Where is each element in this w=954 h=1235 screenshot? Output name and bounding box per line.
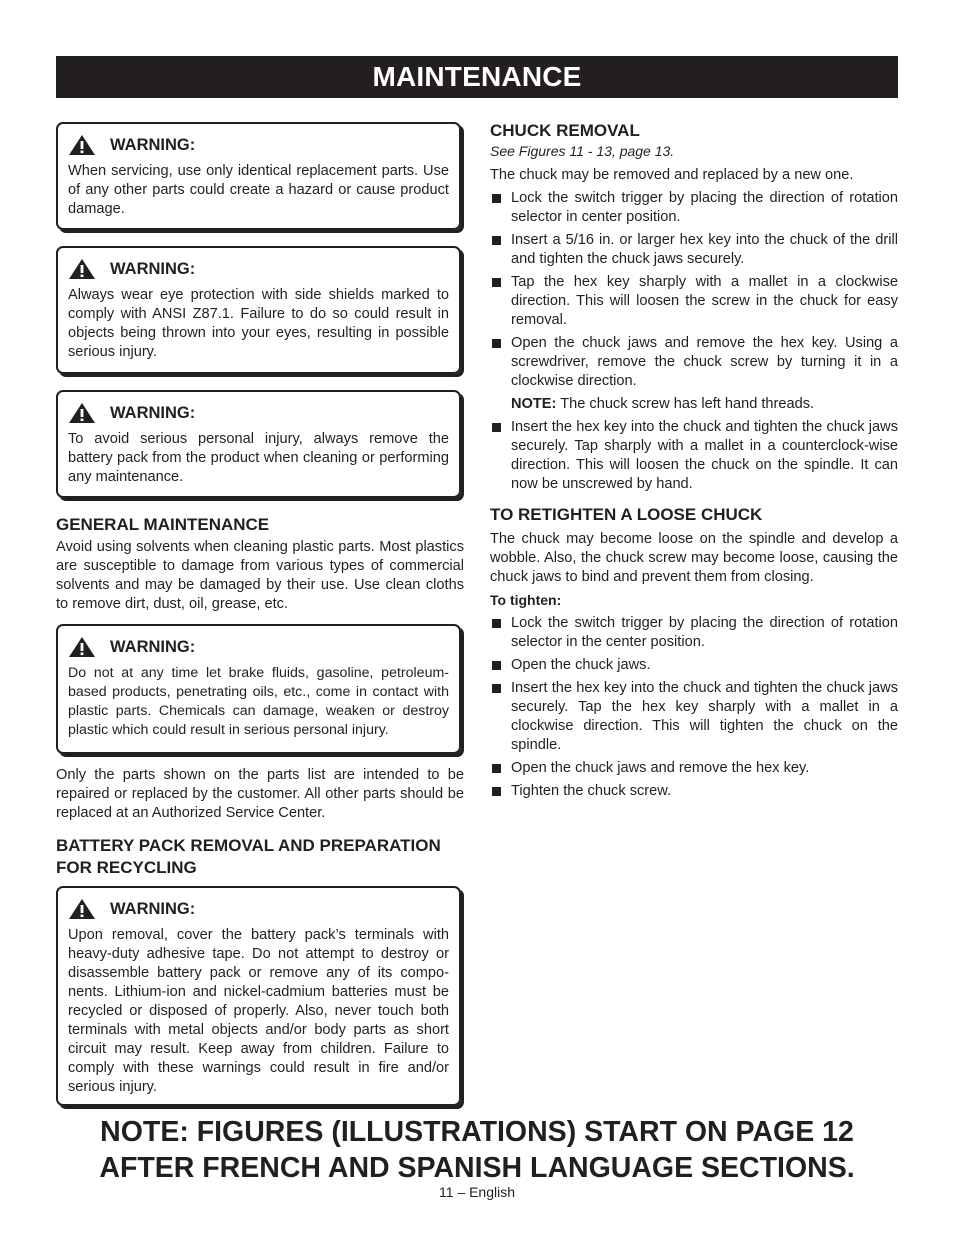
- bullet-square-icon: [492, 423, 501, 432]
- warning-text: Upon removal, cover the battery pack’s terminals with heavy-duty adhesive tape. Do not attempt to destroy or disassemble battery pack or remove any of its compo-nents. Lithium-ion and nickel-cadmium batteries must be recycled or disposed of properly. Also, never touch both terminals with metal objects and/or body parts as short circuit may result. Keep away from children. Failure to comply with these warnings could result in fire and/or serious injury.: [68, 927, 449, 1095]
- general-maintenance-heading: GENERAL MAINTENANCE: [56, 515, 270, 534]
- warning-box-battery-recycling: [56, 886, 461, 1106]
- chuck-removal-intro: The chuck may be removed and replaced by a new one.: [490, 167, 854, 183]
- figures-note-line-1: NOTE: FIGURES (ILLUSTRATIONS) START ON PAGE 12: [100, 1116, 854, 1148]
- warning-box-remove-battery: [56, 390, 461, 498]
- warning-box-eye-protection: [56, 246, 461, 374]
- warning-triangle-icon: [68, 402, 96, 424]
- warning-header: [68, 898, 449, 920]
- list-item: Open the chuck jaws and remove the hex key. Using a screwdriver, remove the chuck screw by turning it in a clockwise direction.: [490, 334, 898, 391]
- general-maintenance-text: Avoid using solvents when cleaning plastic parts. Most plastics are susceptible to damage from various types of commercial solvents and may be damaged by their use. Use clean cloths to remove dirt, dust, oil, grease, etc.: [56, 539, 464, 612]
- retighten-heading: TO RETIGHTEN A LOOSE CHUCK: [490, 505, 763, 524]
- figures-note-line-2: AFTER FRENCH AND SPANISH LANGUAGE SECTIONS.: [99, 1152, 855, 1184]
- warning-text: Always wear eye protection with side shields marked to comply with ANSI Z87.1. Failure to do so could result in objects being thrown into your eyes, resulting in possible serious injury.: [68, 287, 449, 360]
- chuck-removal-steps: [490, 189, 898, 391]
- left-column: [56, 122, 464, 1122]
- warning-title: WARNING:: [110, 637, 196, 656]
- warning-triangle-icon: [68, 134, 96, 156]
- warning-box-replacement-parts: [56, 122, 461, 230]
- list-item: Open the chuck jaws and remove the hex key.: [490, 759, 898, 778]
- list-item: Lock the switch trigger by placing the direction of rotation selector in the center position.: [490, 614, 898, 652]
- warning-title: WARNING:: [110, 403, 196, 422]
- bullet-square-icon: [492, 339, 501, 348]
- warning-text: When servicing, use only identical replacement parts. Use of any other parts could create a hazard or cause product damage.: [68, 163, 449, 217]
- retighten-intro: The chuck may become loose on the spindle and develop a wobble. Also, the chuck screw may become loose, causing the chuck jaws to bind and prevent them from closing.: [490, 531, 898, 585]
- warning-header: [68, 636, 449, 658]
- bullet-square-icon: [492, 619, 501, 628]
- warning-text: To avoid serious personal injury, always remove the battery pack from the product when cleaning or performing any maintenance.: [68, 431, 449, 485]
- bullet-square-icon: [492, 236, 501, 245]
- list-item: Tighten the chuck screw.: [490, 782, 898, 801]
- bullet-square-icon: [492, 661, 501, 670]
- list-item: Insert the hex key into the chuck and tighten the chuck jaws securely. Tap sharply with a mallet in a counterclock-wise direction. This will loosen the chuck on the spindle. It can now be unscrewed by hand.: [490, 418, 898, 494]
- chuck-removal-steps-cont: [490, 418, 898, 494]
- parts-list-text: Only the parts shown on the parts list are intended to be repaired or replaced by the customer. All other parts should be replaced at an Authorized Service Center.: [56, 767, 464, 821]
- list-item: Insert the hex key into the chuck and tighten the chuck jaws securely. Tap the hex key sharply with a mallet in a clockwise direction. This will tighten the chuck on the spindle.: [490, 679, 898, 755]
- warning-triangle-icon: [68, 898, 96, 920]
- warning-triangle-icon: [68, 636, 96, 658]
- chuck-removal-heading: CHUCK REMOVAL: [490, 121, 640, 140]
- page-title: MAINTENANCE: [56, 56, 898, 98]
- figure-reference: See Figures 11 - 13, page 13.: [490, 143, 675, 159]
- warning-header: [68, 402, 449, 424]
- bullet-square-icon: [492, 684, 501, 693]
- bullet-square-icon: [492, 764, 501, 773]
- warning-header: [68, 258, 449, 280]
- note-text: The chuck screw has left hand threads.: [560, 396, 815, 412]
- warning-title: WARNING:: [110, 259, 196, 278]
- note-label: NOTE:: [511, 396, 557, 412]
- warning-title: WARNING:: [110, 899, 196, 918]
- right-column: [490, 120, 898, 805]
- warning-text: Do not at any time let brake fluids, gasoline, petroleum-based products, penetrating oils, etc., come in contact with plastic parts. Chemicals can damage, weaken or destroy plastic which could result in serious personal injury.: [68, 665, 449, 738]
- bullet-square-icon: [492, 194, 501, 203]
- list-item: Tap the hex key sharply with a mallet in a clockwise direction. This will loosen the screw in the chuck for easy removal.: [490, 273, 898, 330]
- chuck-note: [490, 395, 898, 414]
- figures-note: [0, 1114, 954, 1186]
- bullet-square-icon: [492, 278, 501, 287]
- list-item: Open the chuck jaws.: [490, 656, 898, 675]
- warning-triangle-icon: [68, 258, 96, 280]
- list-item: Insert a 5/16 in. or larger hex key into the chuck of the drill and tighten the chuck jaws securely.: [490, 231, 898, 269]
- list-item: Lock the switch trigger by placing the direction of rotation selector in center position.: [490, 189, 898, 227]
- warning-header: [68, 134, 449, 156]
- page-number: 11 – English: [438, 1184, 515, 1200]
- warning-box-chemicals: [56, 624, 461, 754]
- to-tighten-subhead: To tighten:: [490, 592, 562, 608]
- bullet-square-icon: [492, 787, 501, 796]
- battery-removal-heading: BATTERY PACK REMOVAL AND PREPARATION FOR RECYCLING: [56, 836, 441, 877]
- retighten-steps: [490, 614, 898, 801]
- general-maintenance-section: [56, 514, 464, 614]
- warning-title: WARNING:: [110, 135, 196, 154]
